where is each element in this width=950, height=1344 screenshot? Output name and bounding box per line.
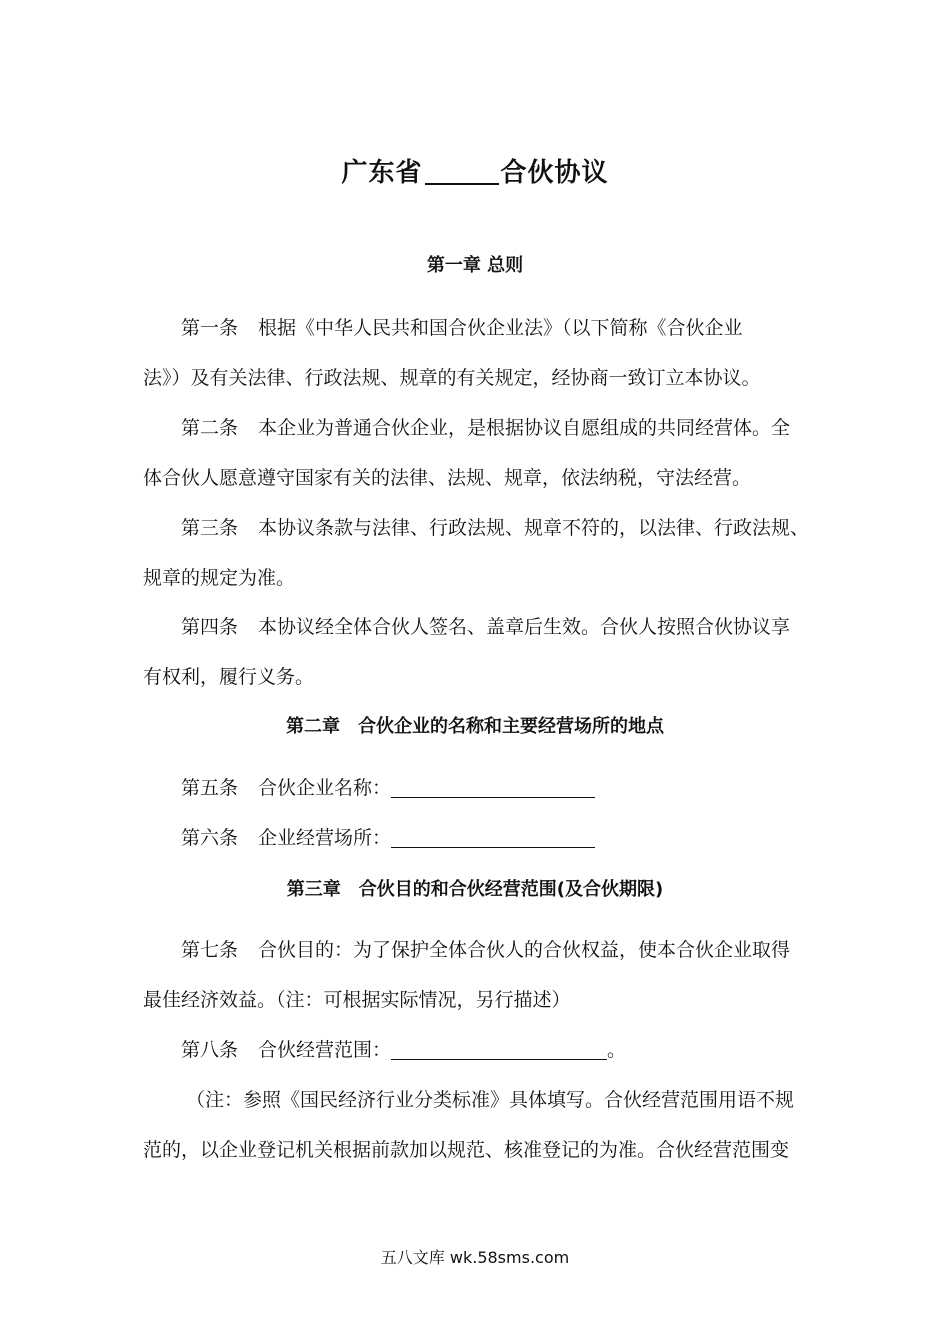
article-8-end: 。	[607, 1039, 627, 1061]
footer-watermark: 五八文库 wk.58sms.com	[380, 1248, 570, 1267]
article-1-line-1	[181, 313, 743, 340]
article-2-line-2: 体合伙人愿意遵守国家有关的法律、法规、规章，依法纳税，守法经营。	[143, 467, 752, 489]
article-2-line-1	[181, 413, 790, 440]
chapter-1-heading: 第一章 总则	[426, 255, 524, 276]
article-4-label: 第四条	[181, 616, 239, 638]
enterprise-name-blank[interactable]	[391, 777, 595, 798]
title-suffix: 合伙协议	[500, 158, 609, 188]
article-6-label: 第六条	[181, 827, 239, 849]
article-1-text-1: 根据《中华人民共和国合伙企业法》（以下简称《合伙企业	[258, 317, 743, 339]
article-5-text: 合伙企业名称：	[258, 777, 392, 799]
document-title	[0, 152, 950, 189]
article-7-line-1	[181, 935, 790, 962]
note-line-1: （注：参照《国民经济行业分类标准》具体填写。合伙经营范围用语不规	[186, 1089, 795, 1111]
article-4-text-1: 本协议经全体合伙人签名、盖章后生效。合伙人按照合伙协议享	[258, 616, 791, 638]
article-5-label: 第五条	[181, 777, 239, 799]
article-7-line-2: 最佳经济效益。（注：可根据实际情况，另行描述）	[143, 989, 571, 1011]
article-3-text-1: 本协议条款与法律、行政法规、规章不符的，以法律、行政法规、	[258, 517, 810, 539]
article-2-label: 第二条	[181, 417, 239, 439]
article-8	[181, 1035, 626, 1062]
article-4-line-2: 有权利，履行义务。	[143, 666, 315, 688]
title-prefix: 广东省	[341, 158, 423, 188]
article-3-line-2: 规章的规定为准。	[143, 567, 296, 589]
article-3-label: 第三条	[181, 517, 239, 539]
chapter-3-heading: 第三章 合伙目的和合伙经营范围(及合伙期限)	[286, 879, 664, 900]
article-5	[181, 773, 595, 800]
article-2-text-1: 本企业为普通合伙企业，是根据协议自愿组成的共同经营体。全	[258, 417, 791, 439]
article-7-text-1: 合伙目的：为了保护全体合伙人的合伙权益，使本合伙企业取得	[258, 939, 791, 961]
article-8-text: 合伙经营范围：	[258, 1039, 392, 1061]
article-8-label: 第八条	[181, 1039, 239, 1061]
article-3-line-1	[181, 513, 809, 540]
article-6-text: 企业经营场所：	[258, 827, 392, 849]
business-scope-blank[interactable]	[391, 1039, 607, 1060]
article-1-label: 第一条	[181, 317, 239, 339]
chapter-2-heading: 第二章 合伙企业的名称和主要经营场所的地点	[286, 716, 664, 737]
article-4-line-1	[181, 612, 790, 639]
business-location-blank[interactable]	[391, 827, 595, 848]
article-1-line-2: 法》）及有关法律、行政法规、规章的有关规定，经协商一致订立本协议。	[143, 367, 761, 389]
note-line-2: 范的，以企业登记机关根据前款加以规范、核准登记的为准。合伙经营范围变	[143, 1139, 790, 1161]
title-blank-line	[425, 157, 499, 185]
article-6	[181, 823, 595, 850]
article-7-label: 第七条	[181, 939, 239, 961]
